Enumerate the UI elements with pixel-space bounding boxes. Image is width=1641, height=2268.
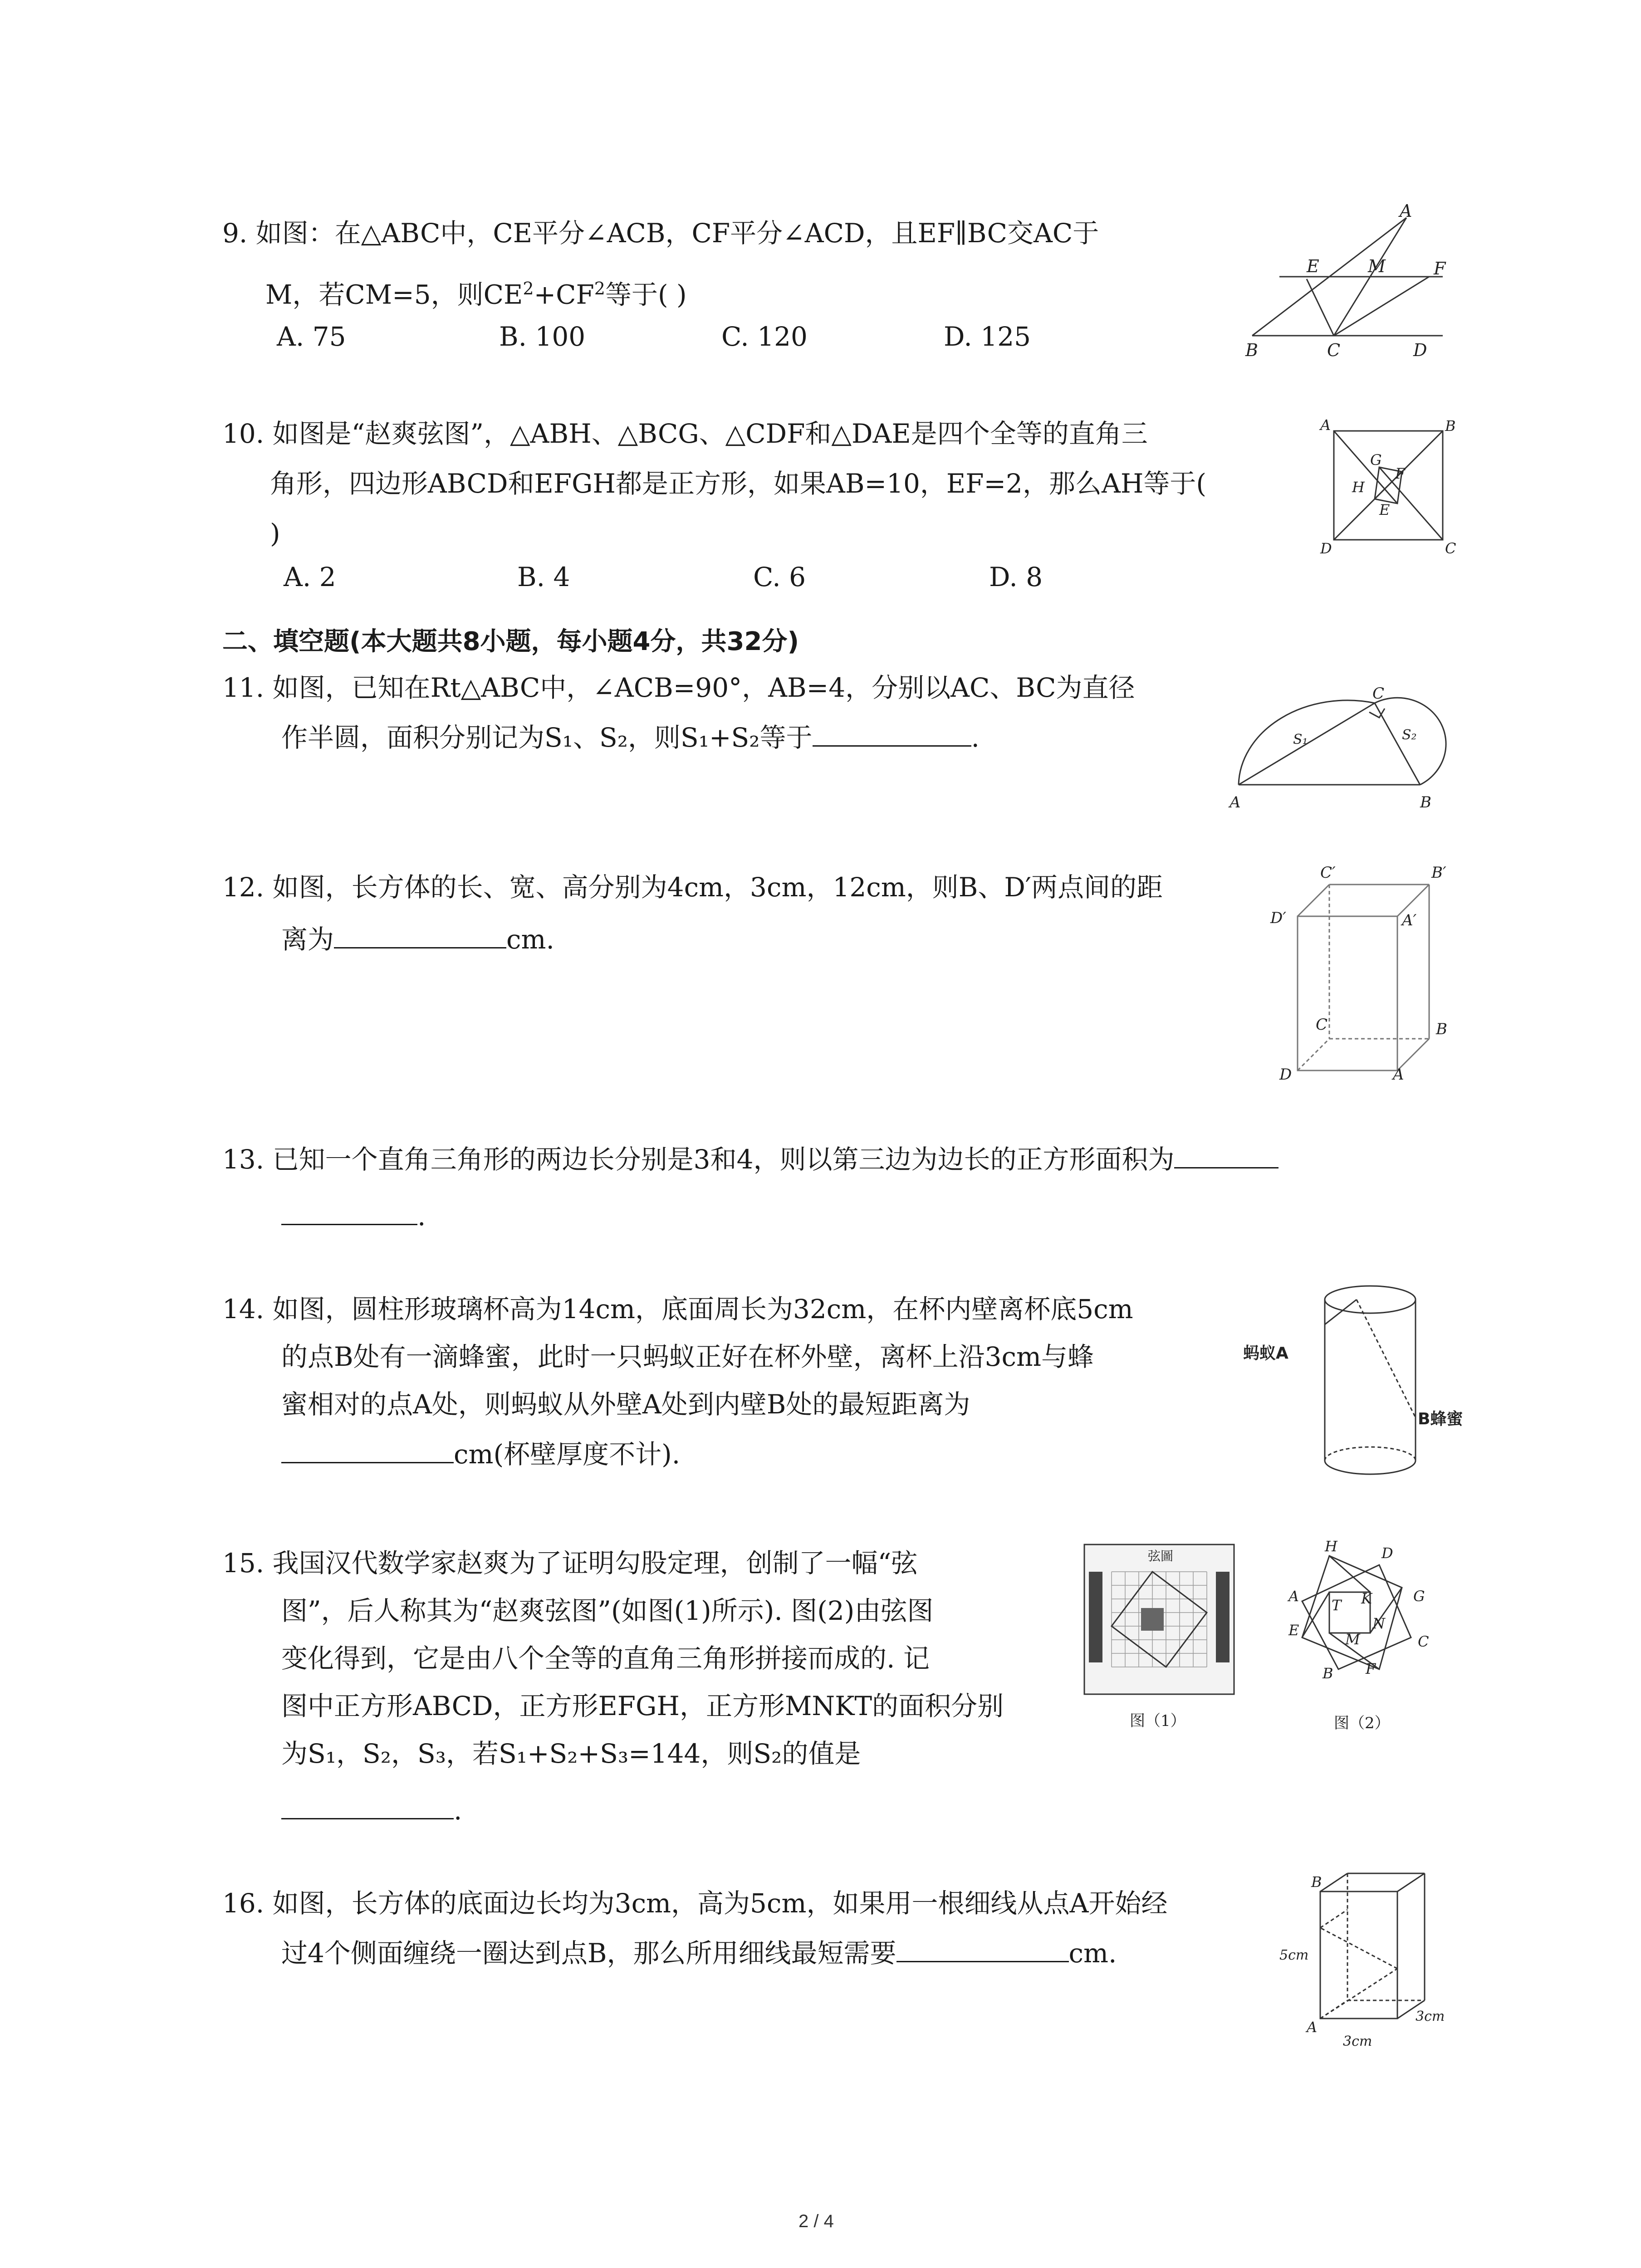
q11-label-B: B [1420, 793, 1431, 811]
q9-option-c[interactable]: C. 120 [721, 321, 808, 352]
q16-label-width: 3cm [1343, 2033, 1372, 2049]
q12-label-D: D [1279, 1066, 1292, 1084]
q15-label-A: A [1288, 1588, 1299, 1605]
q10-label-F: F [1395, 465, 1406, 482]
q15-fig1-title: 弦圖 [1148, 1549, 1174, 1564]
q11-answer-blank[interactable] [813, 719, 971, 747]
q10-line2: 角形，四边形ABCD和EFGH都是正方形，如果AB=10，EF=2，那么AH等于( [270, 468, 1207, 499]
q12-label-C: C [1316, 1016, 1328, 1034]
q16-label-depth: 3cm [1416, 2009, 1445, 2024]
q12-label-D1: D′ [1270, 909, 1286, 927]
q14-answer-blank[interactable] [281, 1436, 454, 1463]
q10-label-E: E [1379, 501, 1390, 518]
q10-option-a[interactable]: A. 2 [284, 562, 336, 592]
q10-label-B: B [1445, 417, 1456, 435]
q9-label-E: E [1307, 256, 1319, 276]
q16-end: cm. [1068, 1938, 1117, 1969]
q9-line1: 9. 如图：在△ABC中，CE平分∠ACB，CF平分∠ACD，且EF∥BC交AC于 [222, 218, 1099, 249]
q9-sup2: 2 [594, 279, 605, 298]
q11-line1: 11. 如图，已知在Rt△ABC中，∠ACB=90°，AB=4，分别以AC、BC为直径 [222, 672, 1135, 703]
q15-line2: 图”，后人称其为“赵爽弦图”(如图(1)所示). 图(2)由弦图 [281, 1595, 934, 1626]
q9-label-M: M [1368, 256, 1386, 276]
q14-line3: 蜜相对的点A处，则蚂蚁从外壁A处到内壁B处的最短距离为 [281, 1389, 970, 1420]
q9-text-a: M，若CM=5，则CE [265, 279, 523, 310]
q15-label-T: T [1332, 1597, 1342, 1614]
q10-label-D: D [1320, 540, 1332, 557]
page-number: 2 / 4 [798, 2211, 834, 2231]
q13-end: . [417, 1201, 426, 1232]
q15-label-E: E [1288, 1622, 1299, 1639]
q15-label-B: B [1323, 1665, 1333, 1682]
q15-fig1-caption: 图（1） [1130, 1712, 1186, 1730]
q12-label-A: A [1393, 1066, 1404, 1084]
q15-label-D: D [1381, 1545, 1393, 1562]
q15-end: . [454, 1795, 462, 1826]
q11-label-A: A [1230, 793, 1241, 811]
q10-option-b[interactable]: B. 4 [517, 562, 570, 592]
q16-answer-blank[interactable] [896, 1935, 1069, 1962]
q15-label-C: C [1418, 1633, 1429, 1650]
q12-label-C1: C′ [1320, 864, 1336, 882]
q10-line3: ) [270, 518, 280, 549]
q9-text-b: +CF [534, 279, 594, 310]
q9-option-d[interactable]: D. 125 [944, 321, 1031, 352]
q12-answer-blank[interactable] [334, 921, 506, 948]
q15-label-M: M [1345, 1631, 1360, 1648]
q9-label-D: D [1413, 340, 1427, 360]
q13-answer-blank-b[interactable] [281, 1198, 417, 1225]
q12-label-B: B [1436, 1020, 1447, 1038]
q12-line2 [281, 921, 554, 956]
section-heading-fill-in: 二、填空题(本大题共8小题，每小题4分，共32分) [222, 627, 799, 656]
q11-end: . [971, 722, 980, 753]
q16-label-B: B [1311, 1873, 1322, 1891]
q12-figure [1270, 862, 1461, 1098]
q15-line3: 变化得到，它是由八个全等的直角三角形拼接而成的. 记 [281, 1643, 930, 1674]
q14-label-ant: 蚂蚁A [1243, 1344, 1288, 1363]
q15-label-F: F [1366, 1660, 1376, 1677]
q12-end: cm. [506, 924, 554, 955]
q10-label-G: G [1370, 451, 1382, 469]
q15-label-N: N [1372, 1615, 1385, 1632]
q14-line4 [281, 1436, 680, 1471]
q12-label-A1: A′ [1402, 911, 1417, 929]
q14-line1: 14. 如图，圆柱形玻璃杯高为14cm，底面周长为32cm，在杯内壁离杯底5cm [222, 1294, 1133, 1325]
q12-text: 离为 [281, 924, 334, 955]
q10-label-A: A [1320, 416, 1331, 434]
q11-label-S1: S₁ [1293, 732, 1308, 748]
q13-text: 13. 已知一个直角三角形的两边长分别是3和4，则以第三边为边长的正方形面积为 [222, 1144, 1175, 1175]
q13-line2 [281, 1198, 426, 1232]
q16-line2 [281, 1935, 1117, 1970]
q9-text-c: 等于( ) [605, 279, 687, 310]
q15-fig2-caption: 图（2） [1334, 1714, 1390, 1732]
q15-answer-blank[interactable] [281, 1792, 454, 1819]
q14-end: cm(杯壁厚度不计). [454, 1439, 681, 1470]
q10-option-c[interactable]: C. 6 [753, 562, 806, 592]
q15-line6 [281, 1792, 462, 1827]
q16-text: 过4个侧面缠绕一圈达到点B，那么所用细线最短需要 [281, 1938, 896, 1969]
q10-line1: 10. 如图是“赵爽弦图”，△ABH、△BCG、△CDF和△DAE是四个全等的直角三 [222, 418, 1148, 449]
q14-label-honey: B蜂蜜 [1418, 1410, 1463, 1428]
q15-figure-1 [1084, 1545, 1234, 1735]
q9-figure [1243, 201, 1452, 363]
q10-option-d[interactable]: D. 8 [989, 562, 1043, 592]
q16-line1: 16. 如图，长方体的底面边长均为3cm，高为5cm，如果用一根细线从点A开始经 [222, 1888, 1168, 1919]
q9-label-B: B [1245, 340, 1258, 360]
q15-figure-2 [1270, 1538, 1465, 1737]
q14-figure [1234, 1279, 1470, 1488]
q11-label-S2: S₂ [1402, 727, 1417, 743]
q12-line1: 12. 如图，长方体的长、宽、高分别为4cm，3cm，12cm，则B、D′两点间的距 [222, 872, 1163, 903]
q10-label-C: C [1445, 540, 1456, 557]
q11-label-C: C [1372, 684, 1385, 703]
q10-figure [1316, 416, 1456, 557]
q16-figure [1279, 1864, 1470, 2055]
q9-line2 [265, 272, 687, 311]
q9-option-b[interactable]: B. 100 [499, 321, 586, 352]
q9-option-a[interactable]: A. 75 [277, 321, 346, 352]
q11-text: 作半圆，面积分别记为S₁、S₂，则S₁+S₂等于 [281, 722, 813, 753]
q11-figure [1225, 667, 1479, 821]
q15-label-G: G [1413, 1588, 1425, 1605]
q11-line2 [281, 719, 980, 754]
q15-line1: 15. 我国汉代数学家赵爽为了证明勾股定理，创制了一幅“弦 [222, 1548, 918, 1579]
q16-label-height: 5cm [1279, 1947, 1309, 1963]
q16-label-A: A [1307, 2019, 1318, 2036]
q9-label-F: F [1434, 259, 1446, 279]
q9-label-C: C [1327, 340, 1341, 360]
q15-label-K: K [1361, 1590, 1372, 1607]
q13-line1 [222, 1141, 1279, 1176]
q10-label-H: H [1352, 479, 1365, 496]
q12-label-B1: B′ [1431, 864, 1446, 882]
q15-line4: 图中正方形ABCD，正方形EFGH，正方形MNKT的面积分别 [281, 1691, 1004, 1721]
q14-line2: 的点B处有一滴蜂蜜，此时一只蚂蚁正好在杯外壁，离杯上沿3cm与蜂 [281, 1341, 1094, 1372]
q13-answer-blank-a[interactable] [1174, 1141, 1279, 1168]
q15-label-H: H [1325, 1538, 1337, 1555]
q15-line5: 为S₁，S₂，S₃，若S₁+S₂+S₃=144，则S₂的值是 [281, 1738, 861, 1769]
q9-sup1: 2 [523, 279, 534, 298]
q9-label-A: A [1400, 201, 1412, 221]
